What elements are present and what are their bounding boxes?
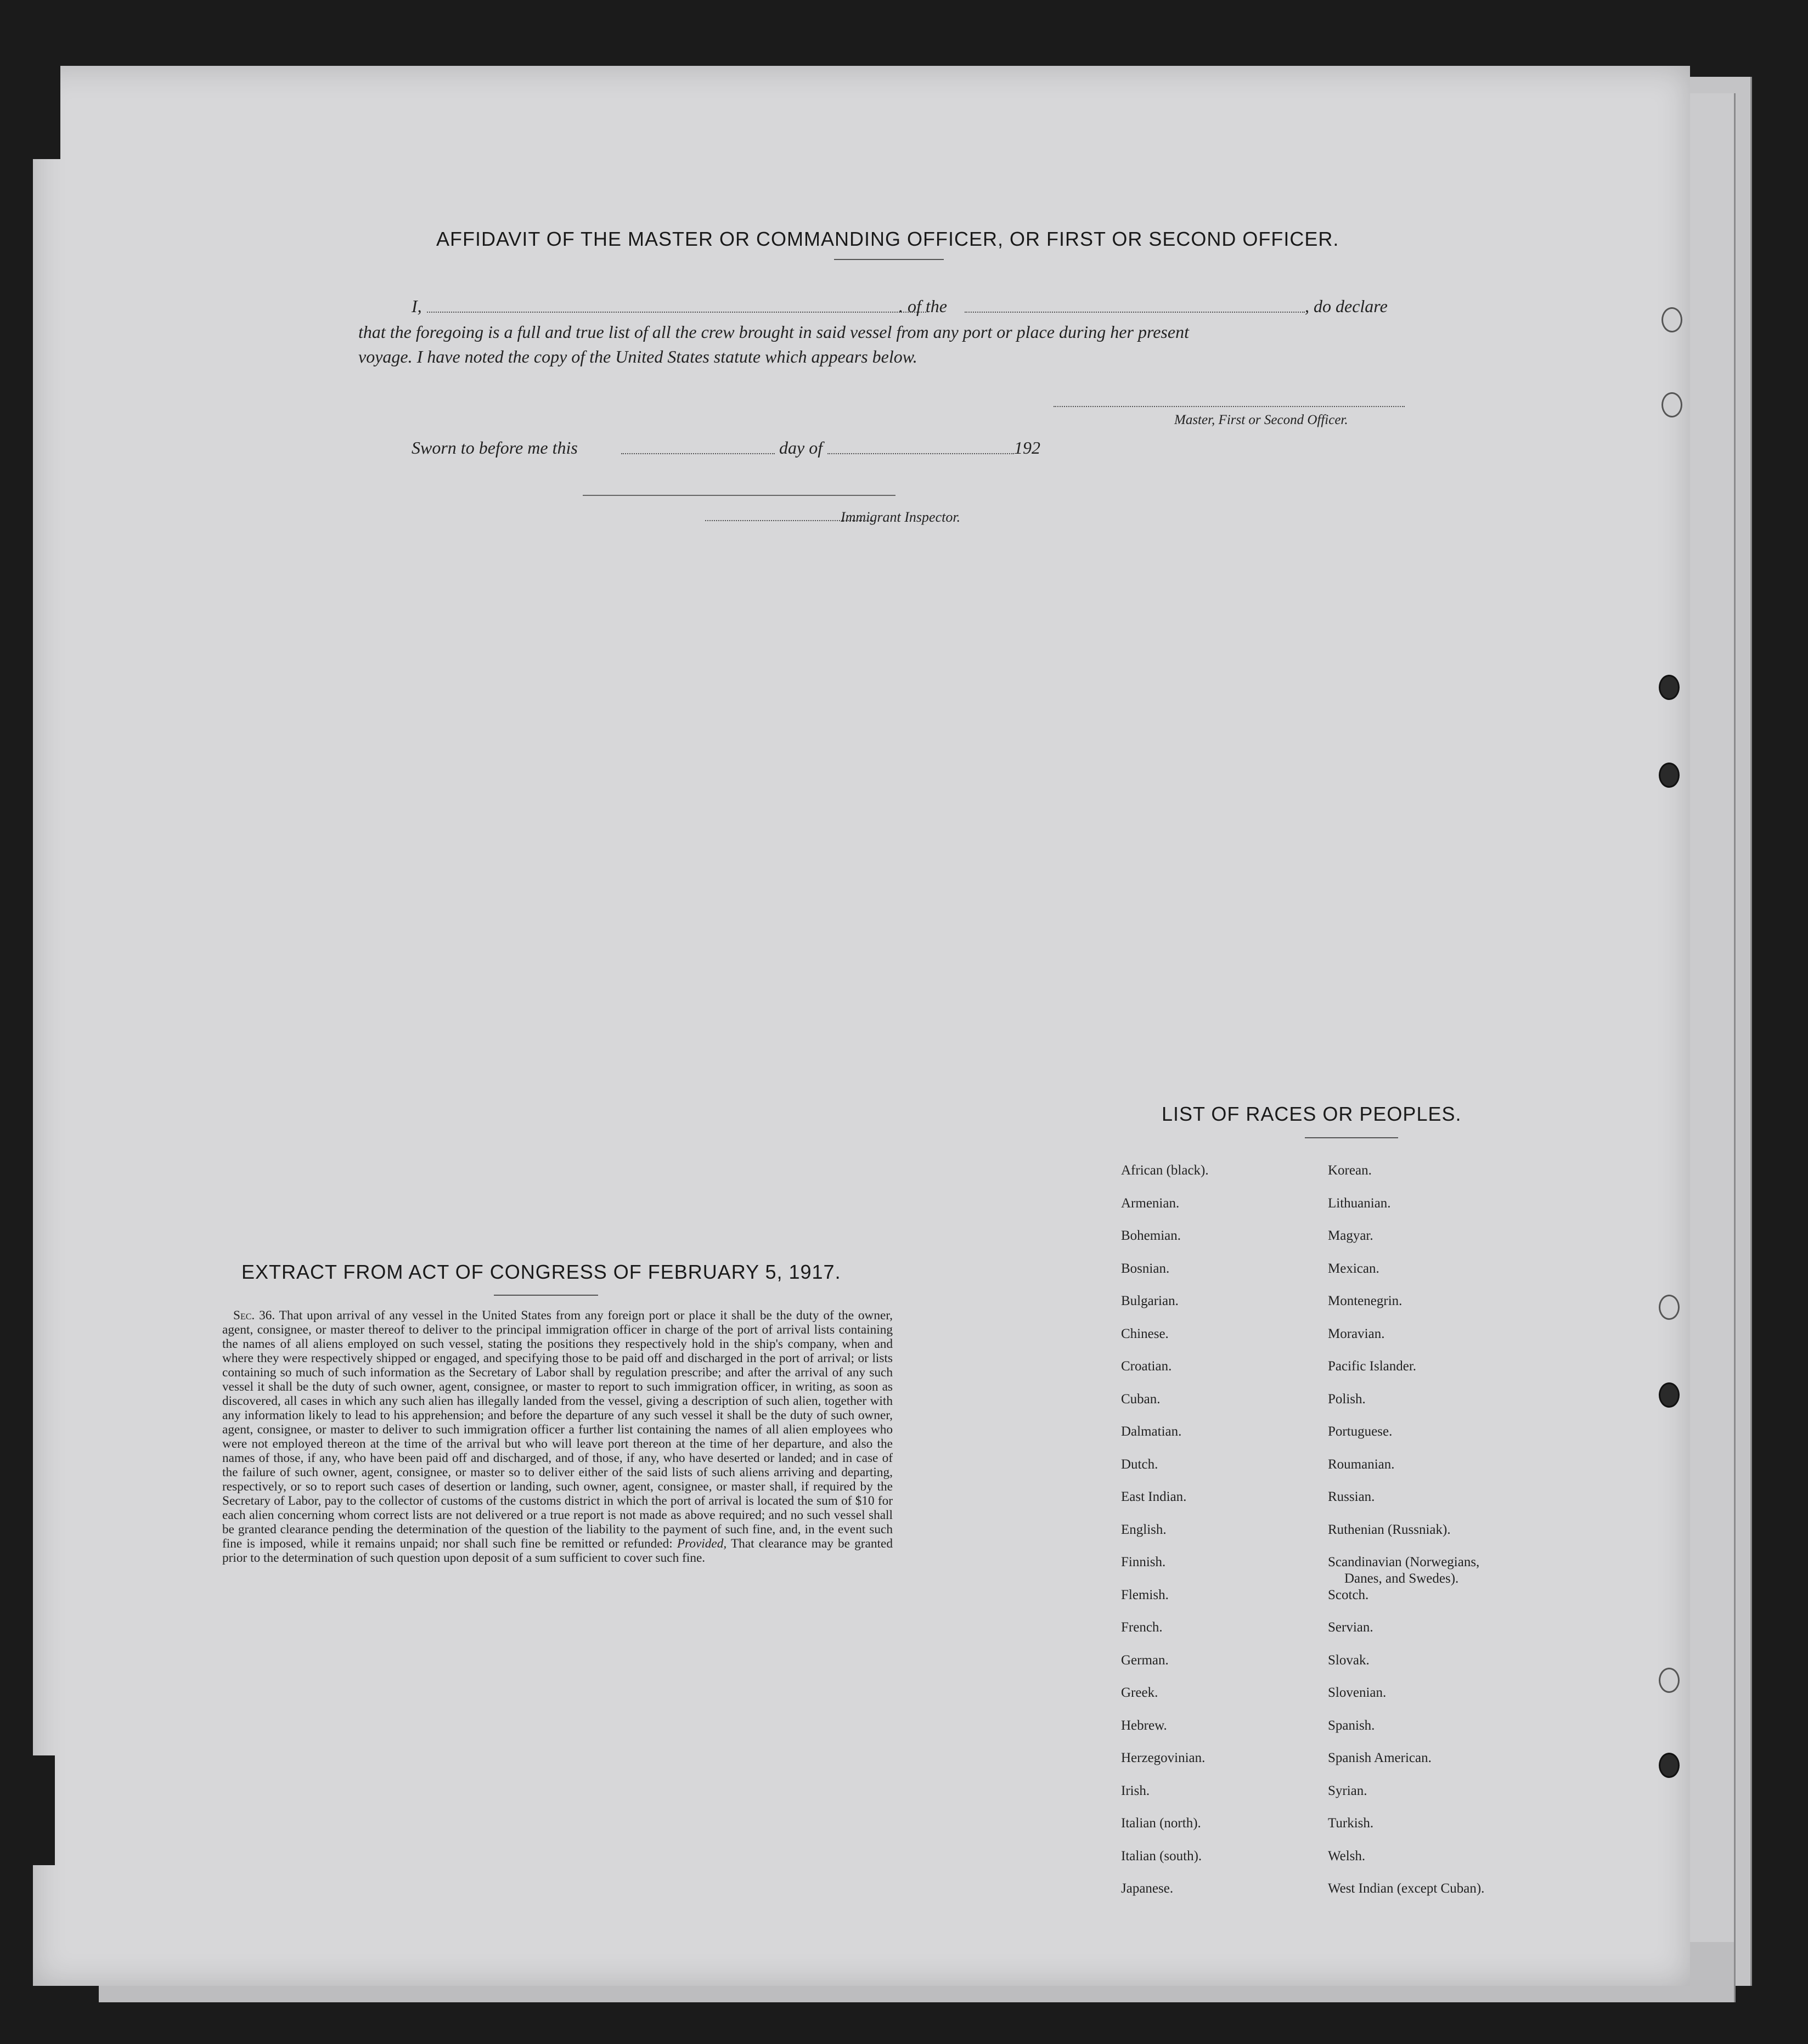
- race-item: Herzegovinian.: [1121, 1751, 1206, 1765]
- races-title: LIST OF RACES OR PEOPLES.: [1162, 1103, 1462, 1125]
- race-item: Cuban.: [1121, 1391, 1161, 1407]
- race-item: Finnish.: [1121, 1555, 1166, 1569]
- torn-edge: [27, 1755, 55, 1865]
- race-item: Ruthenian (Russniak).: [1328, 1522, 1451, 1537]
- race-item: Scotch.: [1328, 1587, 1369, 1602]
- extract-body: [222, 1308, 893, 1565]
- race-item: Lithuanian.: [1328, 1195, 1391, 1211]
- binder-hole: [1661, 392, 1682, 417]
- race-item: Turkish.: [1328, 1816, 1374, 1831]
- affidavit-of-the-label: . of the: [899, 296, 947, 316]
- race-item: East Indian.: [1121, 1489, 1187, 1504]
- race-item: Pacific Islander.: [1328, 1359, 1417, 1374]
- sworn-day-line[interactable]: [621, 453, 775, 454]
- extract-provided-label: Provided,: [677, 1537, 727, 1551]
- race-item: French.: [1121, 1620, 1163, 1635]
- binder-hole: [1659, 763, 1680, 788]
- race-item: Portuguese.: [1328, 1424, 1393, 1439]
- race-item: Magyar.: [1328, 1228, 1373, 1243]
- race-item: Flemish.: [1121, 1587, 1169, 1602]
- race-item: Italian (south).: [1121, 1848, 1202, 1864]
- race-item: Spanish.: [1328, 1718, 1375, 1733]
- race-item: Servian.: [1328, 1620, 1373, 1635]
- inspector-caption: Immigrant Inspector.: [841, 509, 961, 525]
- binder-hole: [1659, 1753, 1680, 1778]
- race-item: West Indian (except Cuban).: [1328, 1881, 1485, 1896]
- binder-hole: [1661, 307, 1682, 332]
- document-page: [33, 66, 1690, 1986]
- race-item: Montenegrin.: [1328, 1294, 1403, 1308]
- race-item: Bosnian.: [1121, 1261, 1170, 1276]
- extract-section-label: Sec. 36.: [233, 1308, 275, 1323]
- race-item: Korean.: [1328, 1163, 1372, 1178]
- race-item: Welsh.: [1328, 1848, 1366, 1864]
- vessel-name-line[interactable]: [965, 312, 1305, 313]
- race-item: Roumanian.: [1328, 1456, 1395, 1472]
- sworn-label: Sworn to before me this: [412, 438, 578, 458]
- day-of-label: day of: [779, 438, 823, 458]
- affidavit-line-3: voyage. I have noted the copy of the United States statute which appears below.: [358, 347, 917, 366]
- race-item: Spanish American.: [1328, 1751, 1432, 1765]
- race-item: Mexican.: [1328, 1261, 1379, 1276]
- race-item: Dutch.: [1121, 1456, 1158, 1472]
- sworn-month-line[interactable]: [827, 453, 1014, 454]
- race-item: Bohemian.: [1121, 1228, 1181, 1243]
- race-item: Irish.: [1121, 1783, 1150, 1798]
- race-item: Bulgarian.: [1121, 1294, 1179, 1308]
- race-item: Slovak.: [1328, 1652, 1370, 1668]
- race-item: German.: [1121, 1652, 1169, 1668]
- year-label: 192: [1014, 438, 1040, 458]
- extract-body-part1: That upon arrival of any vessel in the United States from any foreign port or place it shall be the duty of the owner, agent, consignee, or master thereof to deliver to the principal immigration officer in charge of the port of arrival lists containing the names of all aliens employed on such vessel, stating the positions they respectively hold in the ship's company, when and where they were respectively shipped or engaged, and specifying those to be paid off and discharged in the port of arrival; or lists containing so much of such information as the Secretary of Labor shall by regulation prescribe; and after the arrival of any such vessel it shall be the duty of such owner, agent, consignee, or master to report to such immigration officer, in writing, as soon as discovered, all cases in which any such alien has illegally landed from the vessel, giving a description of such alien, together with any information likely to lead to his apprehension; and before the departure of any such vessel it shall be the duty of such owner, agent, consignee, or master to deliver to such immigration officer a further list containing the names of all alien employees who were not employed thereon at the time of the arrival but who will leave port thereon at the time of her departure, and also the names of those, if any, who have been paid off and discharged, and of those, if any, who have deserted or landed; and in case of the failure of such owner, agent, consignee, or master so to deliver either of the said lists of such aliens arriving and departing, respectively, or so to report such cases of desertion or landing, such owner, agent, consignee, or master shall, if required by the Secretary of Labor, pay to the collector of customs of the customs district in which the port of arrival is located the sum of $10 for each alien concerning whom correct lists are not delivered or a true report is not made as above required; and no such vessel shall be granted clearance pending the determination of the question of the liability to the payment of such fine, and, in the event such fine is imposed, while it remains unpaid; nor shall such fine be remitted or refunded:: [222, 1308, 893, 1551]
- binder-hole: [1659, 675, 1680, 700]
- race-item: African (black).: [1121, 1163, 1209, 1178]
- race-item: Syrian.: [1328, 1783, 1367, 1798]
- race-item: Slovenian.: [1328, 1685, 1387, 1700]
- race-item: Italian (north).: [1121, 1816, 1201, 1831]
- extract-title-rule: [494, 1295, 598, 1296]
- master-name-line[interactable]: [427, 312, 926, 313]
- race-item: Chinese.: [1121, 1326, 1169, 1341]
- race-item: Hebrew.: [1121, 1718, 1167, 1733]
- affidavit-line-2: that the foregoing is a full and true list of all the crew brought in said vessel from any port or place during her present: [358, 322, 1189, 342]
- affidavit-title: AFFIDAVIT OF THE MASTER OR COMMANDING OFFICER, OR FIRST OR SECOND OFFICER.: [436, 228, 1339, 250]
- affidavit-i-label: I,: [412, 296, 422, 316]
- race-item: English.: [1121, 1522, 1167, 1537]
- extract-title: EXTRACT FROM ACT OF CONGRESS OF FEBRUARY 5, 1917.: [241, 1261, 841, 1283]
- binder-hole: [1659, 1382, 1680, 1408]
- races-title-rule: [1305, 1137, 1398, 1138]
- officer-signature-caption: Master, First or Second Officer.: [1174, 413, 1348, 427]
- affidavit-title-rule: [834, 259, 944, 260]
- race-item: Dalmatian.: [1121, 1424, 1182, 1439]
- race-item: Greek.: [1121, 1685, 1158, 1700]
- race-item: Scandinavian (Norwegians,: [1328, 1555, 1480, 1569]
- torn-corner: [27, 60, 60, 159]
- race-item: Japanese.: [1121, 1881, 1174, 1896]
- extract-body-part2: That clearance may be granted prior to the determination of such question upon deposit of a sum sufficient to cover such fine.: [222, 1537, 893, 1565]
- race-item: Armenian.: [1121, 1195, 1180, 1211]
- race-item: Moravian.: [1328, 1326, 1385, 1341]
- binder-hole: [1659, 1295, 1680, 1320]
- race-item: Croatian.: [1121, 1359, 1172, 1374]
- race-item: Danes, and Swedes).: [1344, 1571, 1459, 1586]
- race-item: Russian.: [1328, 1489, 1375, 1504]
- affidavit-declare-label: , do declare: [1305, 296, 1388, 316]
- binder-hole: [1659, 1668, 1680, 1693]
- officer-signature-line[interactable]: [1054, 406, 1405, 407]
- inspector-top-line: [583, 495, 895, 496]
- race-item: Polish.: [1328, 1391, 1366, 1407]
